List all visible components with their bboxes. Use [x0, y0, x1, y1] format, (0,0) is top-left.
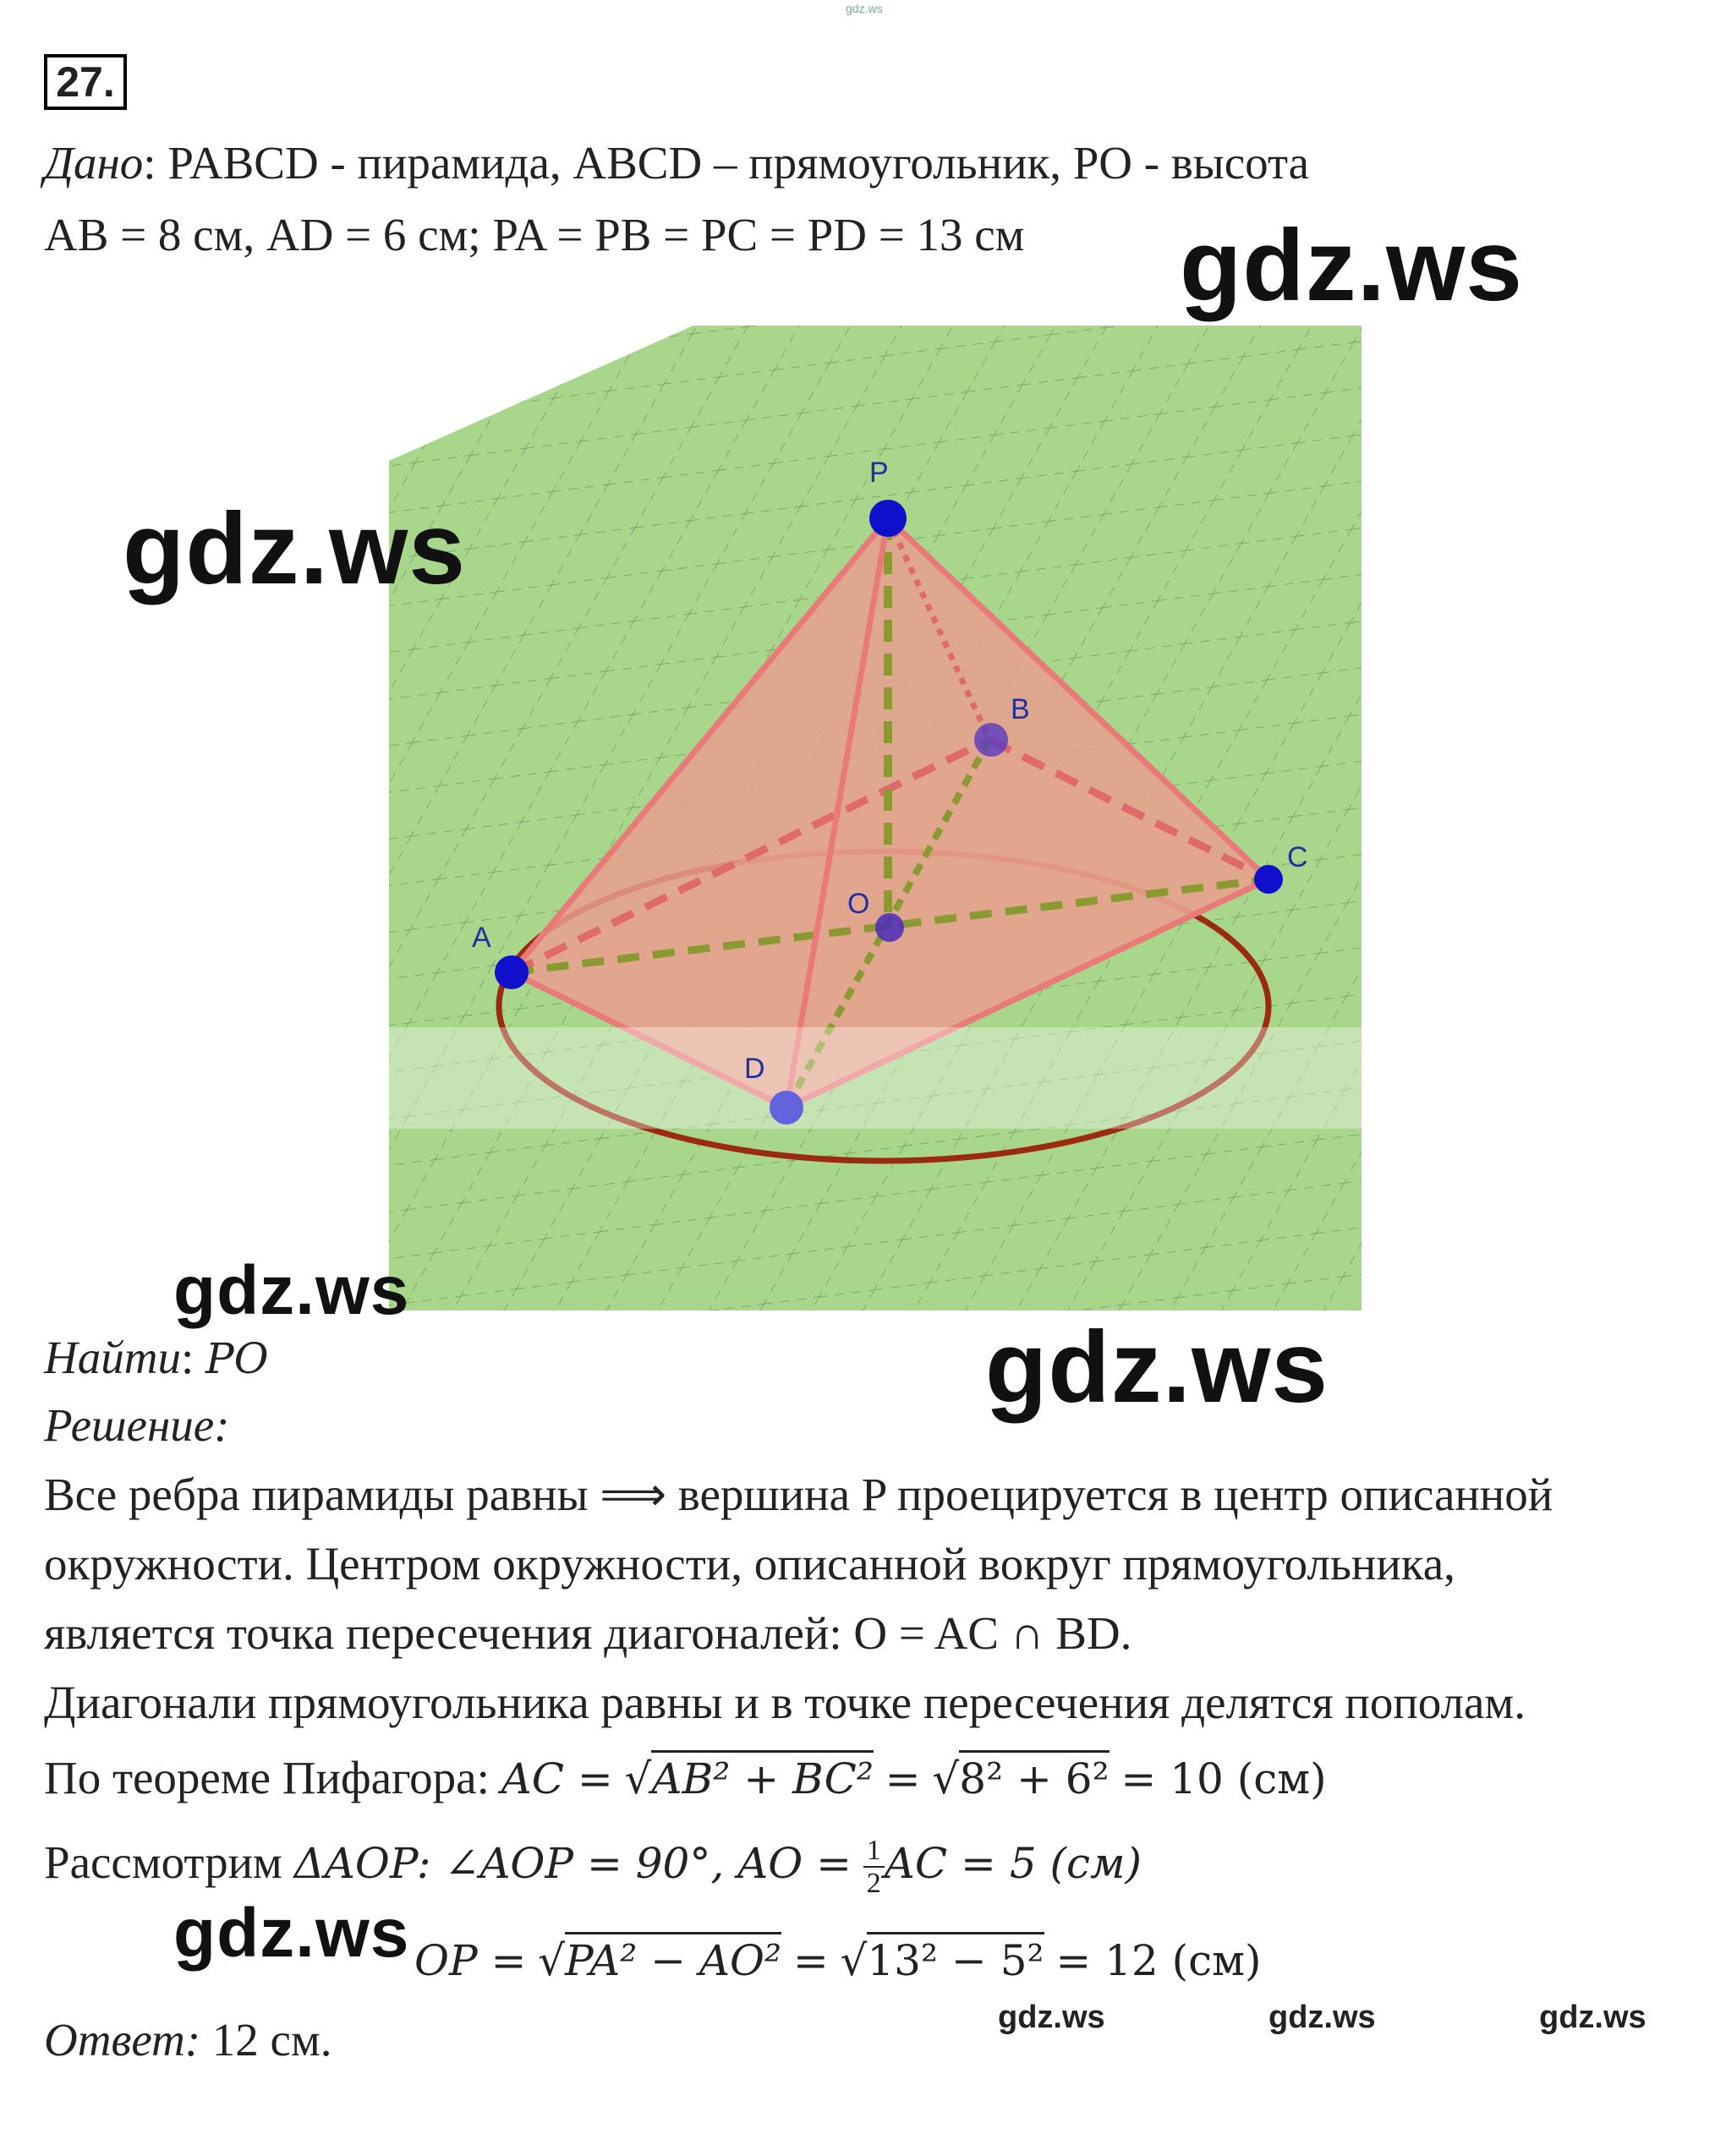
top-watermark: gdz.ws	[846, 2, 883, 15]
label-d: D	[744, 1053, 765, 1085]
p7-radicand-1: PA² − AO²	[565, 1932, 781, 1985]
p5-result: = 10 (см)	[1121, 1754, 1327, 1803]
p7-radicand-2: 13² − 5²	[867, 1932, 1044, 1985]
point-p	[869, 500, 907, 537]
point-c	[1254, 865, 1283, 894]
p5-eq: =	[885, 1754, 921, 1803]
point-b	[974, 723, 1008, 757]
p5-radicand-1: AB² + BC²	[651, 1750, 874, 1803]
p7-lhs: OP =	[414, 1936, 527, 1985]
watermark: gdz.ws	[985, 1311, 1329, 1424]
label-b: B	[1011, 693, 1030, 725]
given-label: Дано	[44, 137, 144, 189]
find-value: PO	[205, 1334, 269, 1383]
p5-radicand-2: 8² + 6²	[959, 1750, 1109, 1803]
pyramid-figure	[389, 326, 1362, 1311]
label-o: O	[847, 888, 870, 920]
solution-p4: Диагонали прямоугольника равны и в точке пересечения делятся пополам.	[44, 1677, 1526, 1728]
watermark: gdz.ws	[173, 1895, 410, 1972]
point-a	[495, 955, 529, 989]
watermark: gdz.ws	[1180, 209, 1524, 322]
p6-triangle: ΔAOP	[293, 1839, 417, 1889]
watermark-small: gdz.ws	[998, 2000, 1105, 2035]
p6-fraction-num: 1	[863, 1835, 885, 1868]
given-line-1: Дано: PABCD - пирамида, ABCD – прямоугольник, PO - высота	[44, 137, 1310, 189]
label-a: A	[472, 922, 491, 954]
given-text-1: PABCD - пирамида, ABCD – прямоугольник, PO - высота	[167, 137, 1310, 189]
point-o	[875, 913, 904, 942]
find-line: Найти: PO	[44, 1332, 269, 1383]
solution-p3: является точка пересечения диагоналей: O = AC ∩ BD.	[44, 1607, 1132, 1659]
solution-p6	[44, 1835, 1142, 1900]
answer-value: 12 см.	[211, 2014, 332, 2066]
watermark-small: gdz.ws	[1539, 2000, 1647, 2035]
answer-label: Ответ:	[44, 2014, 201, 2066]
p7-result: = 12 (см)	[1055, 1936, 1262, 1985]
label-c: C	[1287, 841, 1308, 873]
problem-number: 27.	[44, 54, 127, 110]
solution-p1: Все ребра пирамиды равны ⟹ вершина P проецируется в центр описанной	[44, 1469, 1553, 1520]
solution-label-line: Решение:	[44, 1399, 230, 1451]
given-line-2: AB = 8 см, AD = 6 см; PA = PB = PC = PD = 13 см	[44, 209, 1025, 260]
solution-p5: По теореме Пифагора: AC = √AB² + BC² = √8² + 6² = 10 (см)	[44, 1752, 1327, 1803]
figure-smear	[389, 1027, 1362, 1129]
watermark-small: gdz.ws	[1268, 2000, 1376, 2035]
solution-p7: OP = √PA² − AO² = √13² − 5² = 12 (см)	[414, 1936, 1262, 1983]
p6-rest: : ∠AOP = 90°, AO =	[416, 1839, 852, 1889]
p6-fraction	[863, 1835, 885, 1900]
find-label: Найти	[44, 1332, 181, 1383]
solution-p2: окружности. Центром окружности, описанной вокруг прямоугольника,	[44, 1538, 1455, 1590]
p5-prefix: По теореме Пифагора:	[44, 1752, 490, 1803]
p5-lhs: AC =	[501, 1754, 613, 1803]
p6-tail: AC = 5 (см)	[884, 1839, 1142, 1889]
watermark: gdz.ws	[123, 492, 467, 605]
label-p: P	[869, 457, 889, 489]
p6-fraction-den: 2	[866, 1868, 881, 1900]
answer-line	[44, 2014, 332, 2066]
solution-label: Решение	[44, 1399, 215, 1451]
p6-prefix: Рассмотрим	[44, 1836, 282, 1889]
watermark: gdz.ws	[173, 1252, 410, 1329]
p7-eq: =	[792, 1936, 829, 1985]
